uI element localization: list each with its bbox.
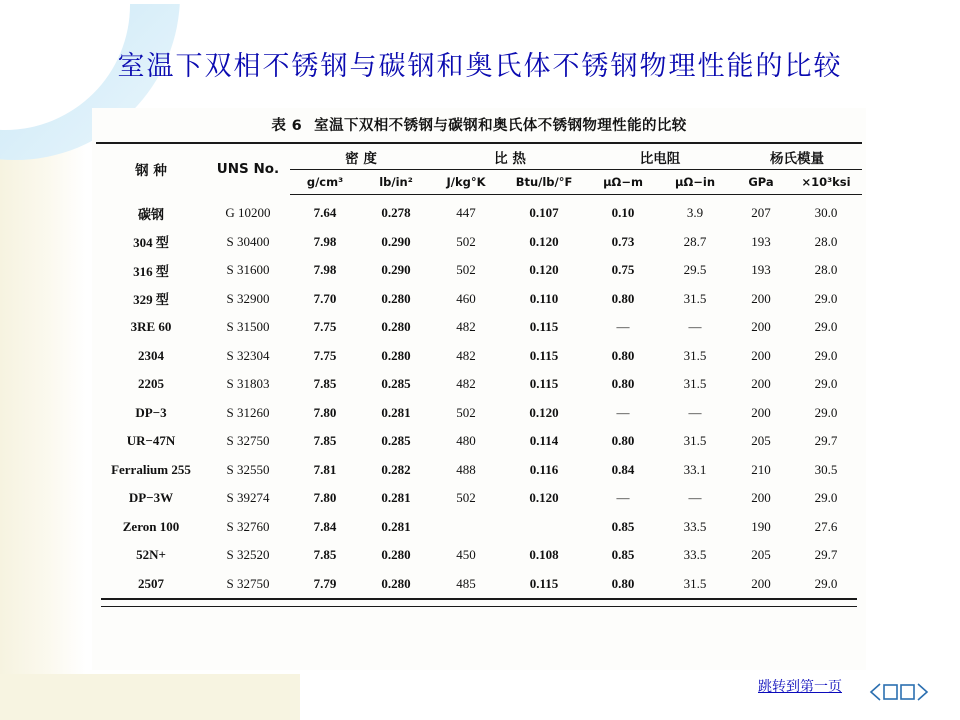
cell-mod-gpa: 200 xyxy=(751,290,771,306)
cell-mod-ksi: 30.0 xyxy=(814,205,838,221)
cell-res-in: 31.5 xyxy=(683,376,707,392)
cell-heat-btu: 0.120 xyxy=(529,404,559,420)
cell-density-g: 7.98 xyxy=(313,262,337,278)
cell-res-in: 28.7 xyxy=(683,233,707,249)
unit-header-heat-btu: Btu/lb/°F xyxy=(500,170,588,195)
cell-heat-j: 480 xyxy=(456,433,476,449)
cell-steel-grade: 2304 xyxy=(137,347,164,363)
cell-heat-j: 482 xyxy=(456,347,476,363)
cell-res-m: 0.80 xyxy=(611,347,635,363)
cell-uns: S 32750 xyxy=(226,575,270,591)
cell-mod-ksi: 29.0 xyxy=(814,575,838,591)
cell-res-m: 0.80 xyxy=(611,433,635,449)
cell-density-lb: 0.281 xyxy=(381,490,411,506)
cell-density-g: 7.81 xyxy=(313,461,337,477)
cell-mod-ksi: 29.0 xyxy=(814,490,838,506)
cell-density-g: 7.98 xyxy=(313,233,337,249)
cell-steel-grade: Zeron 100 xyxy=(122,518,180,534)
col-header-steel-grade: 钢 种 xyxy=(96,143,206,195)
col-header-resistivity: 比电阻 xyxy=(588,143,732,170)
cell-heat-j: 502 xyxy=(456,490,476,506)
table-row xyxy=(96,195,862,228)
background-bottom-band xyxy=(0,674,300,720)
unit-header-density-lb: lb/in² xyxy=(360,170,432,195)
cell-mod-gpa: 193 xyxy=(751,233,771,249)
cell-density-g: 7.70 xyxy=(313,290,337,306)
cell-density-lb: 0.280 xyxy=(381,575,411,591)
unit-header-resistivity-m: μΩ−m xyxy=(588,170,658,195)
cell-heat-j xyxy=(432,513,500,542)
page-title: 室温下双相不锈钢与碳钢和奥氏体不锈钢物理性能的比较 xyxy=(117,51,843,82)
cell-steel-grade: 2205 xyxy=(137,376,164,392)
cell-res-in: 31.5 xyxy=(683,347,707,363)
table-row xyxy=(96,427,862,456)
cell-density-lb: 0.278 xyxy=(381,205,411,221)
table-row xyxy=(96,456,862,485)
cell-res-in: 33.5 xyxy=(683,547,707,563)
cell-heat-j: 502 xyxy=(456,233,476,249)
cell-heat-j: 450 xyxy=(456,547,476,563)
cell-heat-btu: 0.116 xyxy=(529,461,559,477)
unit-header-density-g: g/cm³ xyxy=(290,170,360,195)
table-row xyxy=(96,399,862,428)
cell-heat-j: 482 xyxy=(456,376,476,392)
cell-heat-j: 482 xyxy=(456,319,476,335)
table-caption-text: 室温下双相不锈钢与碳钢和奥氏体不锈钢物理性能的比较 xyxy=(314,118,687,134)
cell-res-in: 31.5 xyxy=(683,433,707,449)
cell-density-lb: 0.285 xyxy=(381,433,411,449)
cell-uns: S 32750 xyxy=(226,433,270,449)
col-header-density: 密 度 xyxy=(290,143,432,170)
cell-res-in: — xyxy=(688,404,702,420)
unit-header-resistivity-in: μΩ−in xyxy=(658,170,732,195)
cell-steel-grade: 316 型 xyxy=(133,263,169,279)
cell-steel-grade: UR−47N xyxy=(126,433,176,449)
cell-heat-btu: 0.108 xyxy=(529,547,559,563)
cell-heat-btu: 0.115 xyxy=(529,319,559,335)
cell-mod-ksi: 28.0 xyxy=(814,233,838,249)
cell-mod-ksi: 27.6 xyxy=(814,518,838,534)
table-caption xyxy=(92,108,866,142)
cell-uns: S 32760 xyxy=(226,518,270,534)
cell-mod-gpa: 200 xyxy=(751,347,771,363)
background-top-line xyxy=(0,0,960,4)
cell-mod-ksi: 28.0 xyxy=(814,262,838,278)
cell-mod-ksi: 30.5 xyxy=(814,461,838,477)
cell-uns: S 32520 xyxy=(226,547,270,563)
table-row xyxy=(96,541,862,570)
cell-res-m: — xyxy=(616,490,630,506)
cell-steel-grade: 329 型 xyxy=(133,292,169,308)
jump-to-first-page-link[interactable]: 跳转到第一页 xyxy=(758,679,842,695)
cell-density-lb: 0.280 xyxy=(381,547,411,563)
cell-heat-btu: 0.107 xyxy=(529,205,559,221)
cell-res-m: 0.10 xyxy=(611,205,635,221)
table-row xyxy=(96,342,862,371)
cell-mod-gpa: 200 xyxy=(751,404,771,420)
physical-properties-table xyxy=(96,142,862,598)
cell-density-lb: 0.280 xyxy=(381,290,411,306)
unit-header-modulus-ksi: ×10³ksi xyxy=(790,170,862,195)
cell-density-g: 7.85 xyxy=(313,376,337,392)
cell-uns: G 10200 xyxy=(225,205,271,220)
table-bottom-rule-secondary xyxy=(101,606,857,607)
cell-mod-gpa: 210 xyxy=(751,461,771,477)
cell-mod-gpa: 200 xyxy=(751,376,771,392)
cell-uns: S 31260 xyxy=(226,404,270,420)
cell-mod-ksi: 29.7 xyxy=(814,547,838,563)
cell-density-g: 7.80 xyxy=(313,490,337,506)
cell-mod-gpa: 205 xyxy=(751,547,771,563)
unit-header-modulus-gpa: GPa xyxy=(732,170,790,195)
cell-res-in: 33.1 xyxy=(683,461,707,477)
cell-heat-btu: 0.110 xyxy=(529,290,559,306)
cell-res-in: — xyxy=(688,490,702,506)
cell-heat-btu: 0.120 xyxy=(529,490,559,506)
cell-heat-btu xyxy=(500,513,588,542)
cell-heat-j: 488 xyxy=(456,461,476,477)
cell-uns: S 30400 xyxy=(226,233,270,249)
cell-res-m: 0.84 xyxy=(611,461,635,477)
cell-density-lb: 0.280 xyxy=(381,319,411,335)
cell-mod-gpa: 205 xyxy=(751,433,771,449)
cell-mod-gpa: 207 xyxy=(751,205,771,221)
cell-heat-j: 460 xyxy=(456,290,476,306)
previous-arrow-icon xyxy=(871,684,880,700)
cell-heat-btu: 0.114 xyxy=(529,433,559,449)
cell-mod-ksi: 29.0 xyxy=(814,376,838,392)
cell-heat-btu: 0.120 xyxy=(529,233,559,249)
cell-res-m: 0.85 xyxy=(611,547,635,563)
table-caption-number: 表 6 xyxy=(271,118,303,134)
cell-res-in: 33.5 xyxy=(683,518,707,534)
cell-density-lb: 0.285 xyxy=(381,376,411,392)
cell-mod-gpa: 200 xyxy=(751,575,771,591)
cell-heat-btu: 0.115 xyxy=(529,575,559,591)
cell-density-g: 7.84 xyxy=(313,518,337,534)
cell-res-m: 0.75 xyxy=(611,262,635,278)
cell-steel-grade: DP−3 xyxy=(135,404,167,420)
cell-mod-ksi: 29.7 xyxy=(814,433,838,449)
table-row xyxy=(96,285,862,314)
cell-heat-j: 485 xyxy=(456,575,476,591)
cell-mod-gpa: 200 xyxy=(751,319,771,335)
cell-mod-gpa: 200 xyxy=(751,490,771,506)
col-header-specific-heat: 比 热 xyxy=(432,143,588,170)
cell-uns: S 31500 xyxy=(226,319,270,335)
col-header-youngs-modulus: 杨氏模量 xyxy=(732,143,862,170)
cell-mod-ksi: 29.0 xyxy=(814,347,838,363)
cell-density-g: 7.85 xyxy=(313,547,337,563)
cell-steel-grade: 3RE 60 xyxy=(130,319,172,335)
cell-res-m: 0.80 xyxy=(611,290,635,306)
cell-uns: S 32304 xyxy=(226,347,270,363)
cell-res-in: 31.5 xyxy=(683,290,707,306)
cell-mod-ksi: 29.0 xyxy=(814,319,838,335)
cell-density-lb: 0.281 xyxy=(381,518,411,534)
cell-steel-grade: DP−3W xyxy=(128,490,174,506)
table-row xyxy=(96,228,862,257)
cell-uns: S 31600 xyxy=(226,262,270,278)
cell-density-lb: 0.290 xyxy=(381,233,411,249)
table-row xyxy=(96,370,862,399)
cell-res-m: 0.73 xyxy=(611,233,635,249)
cell-density-g: 7.80 xyxy=(313,404,337,420)
table-row xyxy=(96,313,862,342)
table-row xyxy=(96,570,862,599)
cell-steel-grade: 52N+ xyxy=(136,547,166,563)
cell-density-lb: 0.280 xyxy=(381,347,411,363)
cell-mod-ksi: 29.0 xyxy=(814,404,838,420)
cell-steel-grade: 304 型 xyxy=(133,235,169,251)
cell-mod-ksi: 29.0 xyxy=(814,290,838,306)
table-body xyxy=(96,195,862,599)
cell-res-in: 3.9 xyxy=(686,205,704,221)
slide-navigation-arrows[interactable] xyxy=(868,680,940,704)
cell-uns: S 39274 xyxy=(226,490,270,506)
cell-heat-btu: 0.115 xyxy=(529,376,559,392)
cell-uns: S 32900 xyxy=(226,290,270,306)
table-bottom-rule xyxy=(101,598,857,600)
cell-res-m: — xyxy=(616,319,630,335)
cell-mod-gpa: 193 xyxy=(751,262,771,278)
table-row xyxy=(96,256,862,285)
cell-uns: S 32550 xyxy=(226,461,270,477)
cell-mod-gpa: 190 xyxy=(751,518,771,534)
table-row xyxy=(96,484,862,513)
unit-header-heat-j: J/kg°K xyxy=(432,170,500,195)
cell-heat-j: 447 xyxy=(456,205,476,221)
cell-density-g: 7.75 xyxy=(313,347,337,363)
cell-density-lb: 0.282 xyxy=(381,461,411,477)
cell-density-g: 7.85 xyxy=(313,433,337,449)
next-arrow-icon xyxy=(918,684,927,700)
cell-steel-grade: 2507 xyxy=(137,575,164,591)
cell-uns: S 31803 xyxy=(226,376,270,392)
cell-heat-j: 502 xyxy=(456,262,476,278)
cell-res-m: 0.80 xyxy=(611,376,635,392)
cell-density-g: 7.75 xyxy=(313,319,337,335)
cell-res-m: 0.85 xyxy=(611,518,635,534)
cell-density-g: 7.64 xyxy=(313,205,337,221)
cell-heat-j: 502 xyxy=(456,404,476,420)
cell-density-g: 7.79 xyxy=(313,575,337,591)
col-header-uns: UNS No. xyxy=(206,143,290,195)
table-scan-image xyxy=(92,108,866,670)
cell-res-in: 31.5 xyxy=(683,575,707,591)
table-row xyxy=(96,513,862,542)
table-group-header-row xyxy=(96,143,862,170)
cell-heat-btu: 0.115 xyxy=(529,347,559,363)
cell-heat-btu: 0.120 xyxy=(529,262,559,278)
cell-density-lb: 0.290 xyxy=(381,262,411,278)
cell-res-m: 0.80 xyxy=(611,575,635,591)
cell-density-lb: 0.281 xyxy=(381,404,411,420)
cell-res-m: — xyxy=(616,404,630,420)
cell-res-in: — xyxy=(688,319,702,335)
cell-res-in: 29.5 xyxy=(683,262,707,278)
cell-steel-grade: 碳钢 xyxy=(137,206,164,222)
cell-steel-grade: Ferralium 255 xyxy=(111,461,191,477)
